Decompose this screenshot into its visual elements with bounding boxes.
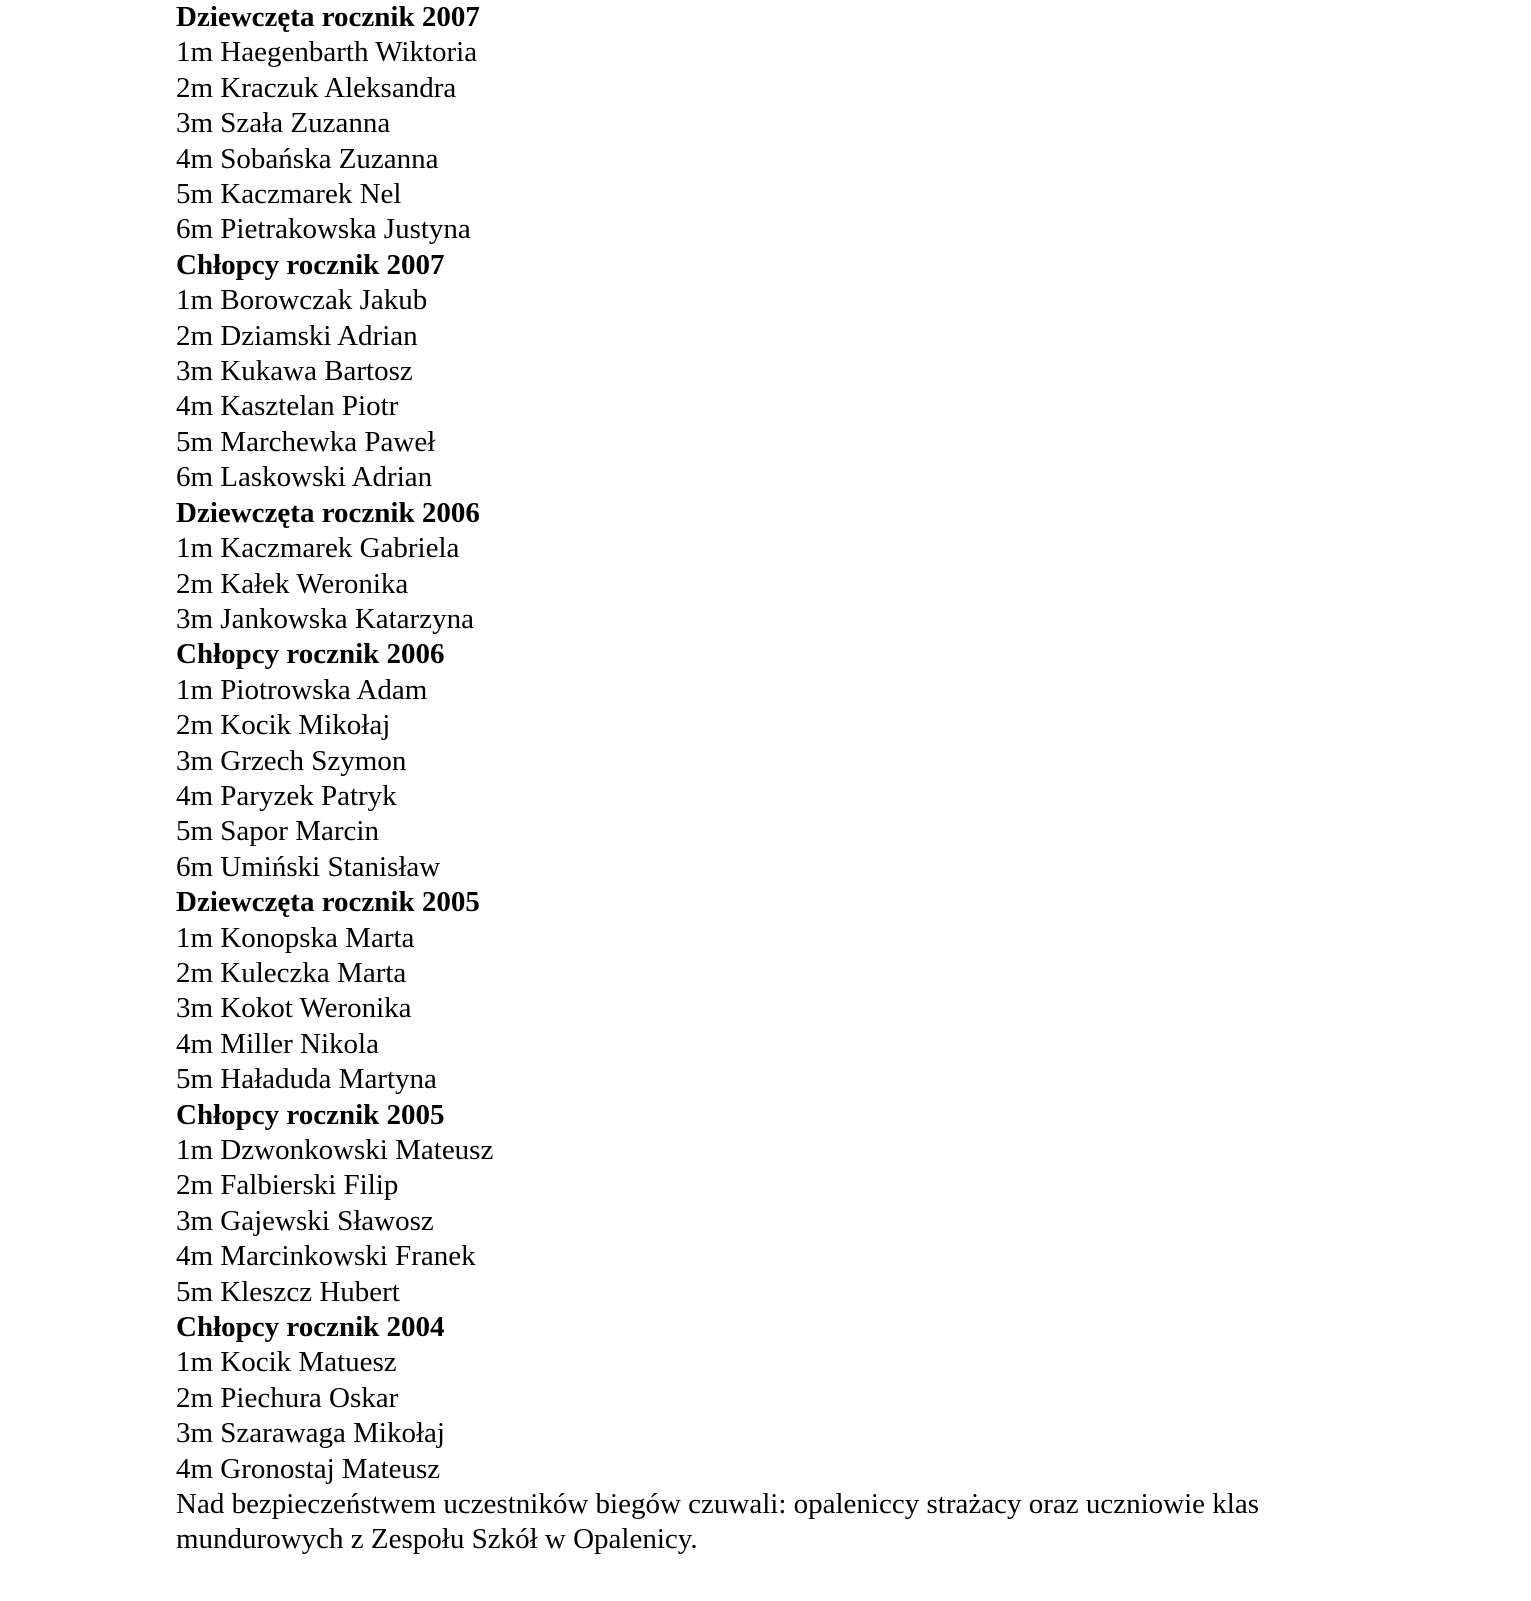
group-heading: Chłopcy rocznik 2006 [176, 638, 445, 671]
result-entry: 3m Kukawa Bartosz [176, 355, 413, 388]
result-entry: 1m Haegenbarth Wiktoria [176, 36, 478, 69]
result-entry: 2m Falbierski Filip [176, 1169, 399, 1202]
group-heading: Dziewczęta rocznik 2005 [176, 886, 480, 919]
result-entry: 4m Miller Nikola [176, 1027, 379, 1060]
result-entry: 2m Kuleczka Marta [176, 956, 407, 989]
result-entry: 5m Sapor Marcin [176, 815, 379, 848]
result-entry: 4m Sobańska Zuzanna [176, 142, 439, 175]
result-entry: 6m Pietrakowska Justyna [176, 213, 471, 246]
result-entry: 1m Kaczmarek Gabriela [176, 532, 460, 565]
result-entry: 1m Konopska Marta [176, 921, 415, 954]
result-entry: 3m Szarawaga Mikołaj [176, 1417, 445, 1450]
group-heading: Chłopcy rocznik 2005 [176, 1098, 445, 1131]
result-entry: 3m Szała Zuzanna [176, 107, 391, 140]
result-entry: 2m Dziamski Adrian [176, 319, 418, 352]
result-entry: 3m Grzech Szymon [176, 744, 407, 777]
group-heading: Chłopcy rocznik 2004 [176, 1311, 445, 1344]
group-heading: Dziewczęta rocznik 2006 [176, 496, 480, 529]
result-entry: 3m Kokot Weronika [176, 992, 412, 1025]
results-document [176, 0, 1376, 1558]
result-entry: 1m Borowczak Jakub [176, 284, 428, 317]
result-entry: 2m Kałek Weronika [176, 567, 409, 600]
result-entry: 2m Kraczuk Aleksandra [176, 71, 457, 104]
result-entry: 4m Paryzek Patryk [176, 779, 397, 812]
result-entry: 3m Gajewski Sławosz [176, 1204, 434, 1237]
results-list [176, 0, 1376, 1487]
group-heading: Dziewczęta rocznik 2007 [176, 1, 480, 33]
result-entry: 5m Kleszcz Hubert [176, 1275, 400, 1308]
footer-note: Nad bezpieczeństwem uczestników biegów czuwali: opaleniccy strażacy oraz uczniowie klas mundurowych z Zespołu Szkół w Opalenicy. [176, 1488, 1259, 1556]
result-entry: 6m Laskowski Adrian [176, 461, 433, 494]
result-entry: 3m Jankowska Katarzyna [176, 602, 474, 635]
result-entry: 5m Haładuda Martyna [176, 1063, 437, 1096]
result-entry: 1m Piotrowska Adam [176, 673, 428, 706]
result-entry: 4m Kasztelan Piotr [176, 390, 399, 423]
group-heading: Chłopcy rocznik 2007 [176, 248, 445, 281]
result-entry: 2m Kocik Mikołaj [176, 709, 391, 742]
result-entry: 5m Kaczmarek Nel [176, 178, 402, 211]
result-entry: 1m Kocik Matuesz [176, 1346, 397, 1379]
result-entry: 4m Marcinkowski Franek [176, 1240, 476, 1273]
result-entry: 2m Piechura Oskar [176, 1381, 399, 1414]
result-entry: 1m Dzwonkowski Mateusz [176, 1134, 494, 1166]
result-entry: 4m Gronostaj Mateusz [176, 1452, 441, 1485]
result-entry: 5m Marchewka Paweł [176, 425, 436, 458]
result-entry: 6m Umiński Stanisław [176, 850, 441, 883]
